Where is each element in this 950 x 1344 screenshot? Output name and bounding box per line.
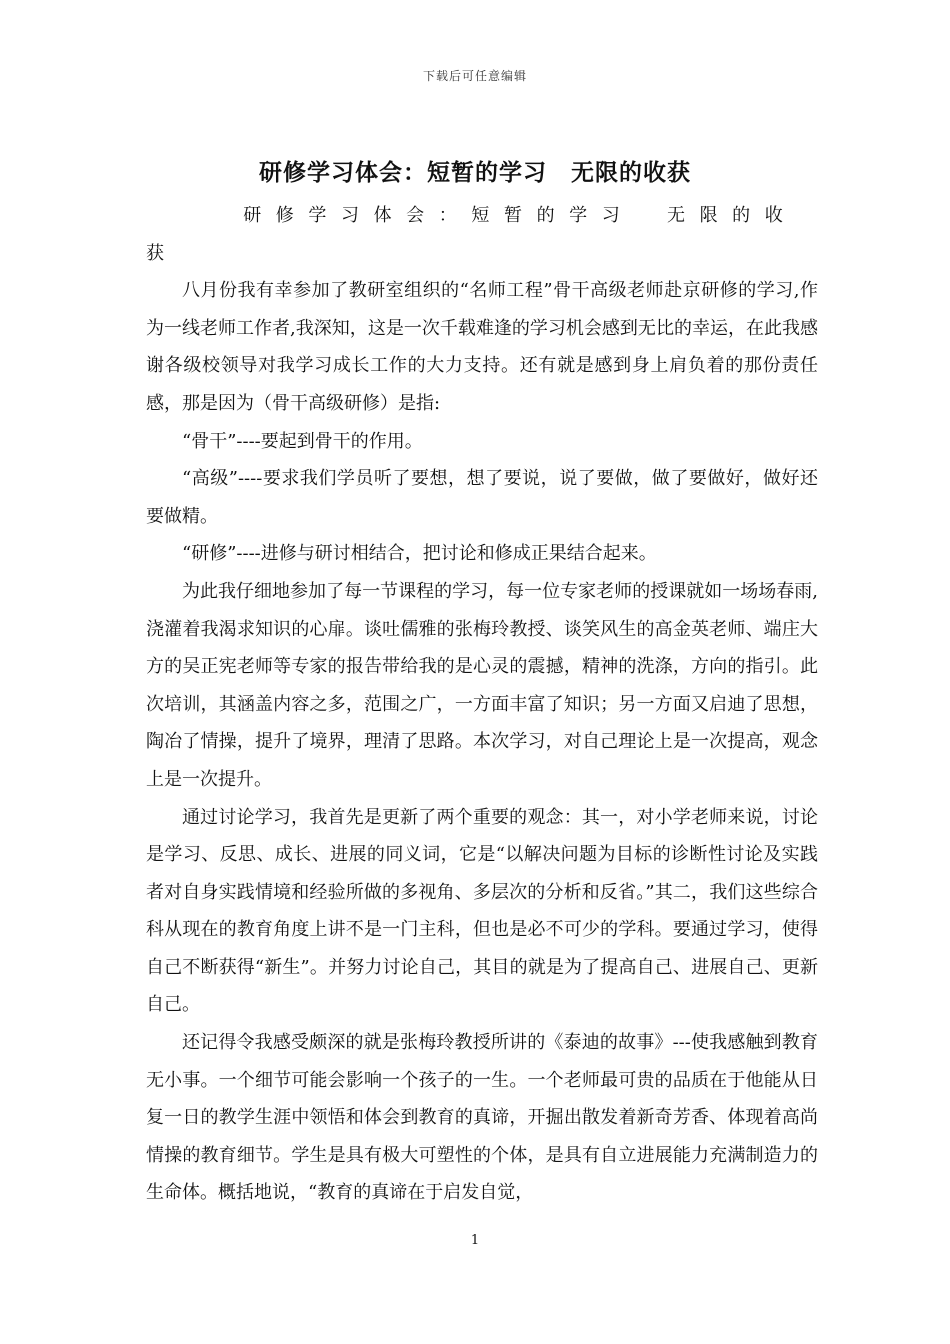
header-note: 下载后可任意编辑 <box>422 69 527 83</box>
body-paragraph-5: 为此我仔细地参加了每一节课程的学习，每一位专家老师的授课就如一场场春雨,浇灌着我渴求知识的心扉。谈吐儒雅的张梅玲教授、谈笑风生的高金英老师、端庄大方的吴正宪老师等专家的报告带给我的是心灵的震撼，精神的洗涤，方向的指引。此次培训，其涵盖内容之多，范围之广，一方面丰富了知识；另一方面又启迪了思想，陶冶了情操，提升了境界，理清了思路。本次学习，对自己理论上是一次提高，观念上是一次提升。 <box>146 580 818 790</box>
document-title: 研修学习体会：短暂的学习 无限的收获 <box>259 159 691 186</box>
subtitle-paragraph: 研修学习体会：短暂的学习 无限的收获 <box>146 205 798 264</box>
body-paragraph-7: 还记得令我感受颇深的就是张梅玲教授所讲的《泰迪的故事》---使我感触到教育无小事。一个细节可能会影响一个孩子的一生。一个老师最可贵的品质在于他能从日复一日的教学生涯中领悟和体会到教育的真谛，开掘出散发着新奇芳香、体现着高尚情操的教育细节。学生是具有极大可塑性的个体，是具有自立进展能力充满制造力的生命体。概括地说，“教育的真谛在于启发自觉， <box>146 1032 818 1204</box>
body-paragraph-2: “骨干”----要起到骨干的作用。 <box>182 430 423 452</box>
body-paragraph-4: “研修”----进修与研讨相结合，把讨论和修成正果结合起来。 <box>182 543 657 565</box>
page-number: 1 <box>470 1233 480 1248</box>
body-paragraph-3: “高级”----要求我们学员听了要想，想了要说，说了要做，做了要做好，做好还要做精。 <box>146 468 818 527</box>
body-paragraph-6: 通过讨论学习，我首先是更新了两个重要的观念：其一，对小学老师来说，讨论是学习、反思、成长、进展的同义词，它是“以解决问题为目标的诊断性讨论及实践者对自身实践情境和经验所做的多视角、多层次的分析和反省。”其二，我们这些综合科从现在的教育角度上讲不是一门主科，但也是必不可少的学科。要通过学习，使得自己不断获得“新生”。并努力讨论自己，其目的就是为了提高自己、进展自己、更新自己。 <box>146 806 818 1016</box>
body-paragraph-1: 八月份我有幸参加了教研室组织的“名师工程”骨干高级老师赴京研修的学习,作为一线老师工作者,我深知，这是一次千载难逢的学习机会感到无比的幸运，在此我感谢各级校领导对我学习成长工作的大力支持。还有就是感到身上肩负着的那份责任感，那是因为（骨干高级研修）是指: <box>146 280 818 414</box>
document-body <box>146 197 818 1212</box>
